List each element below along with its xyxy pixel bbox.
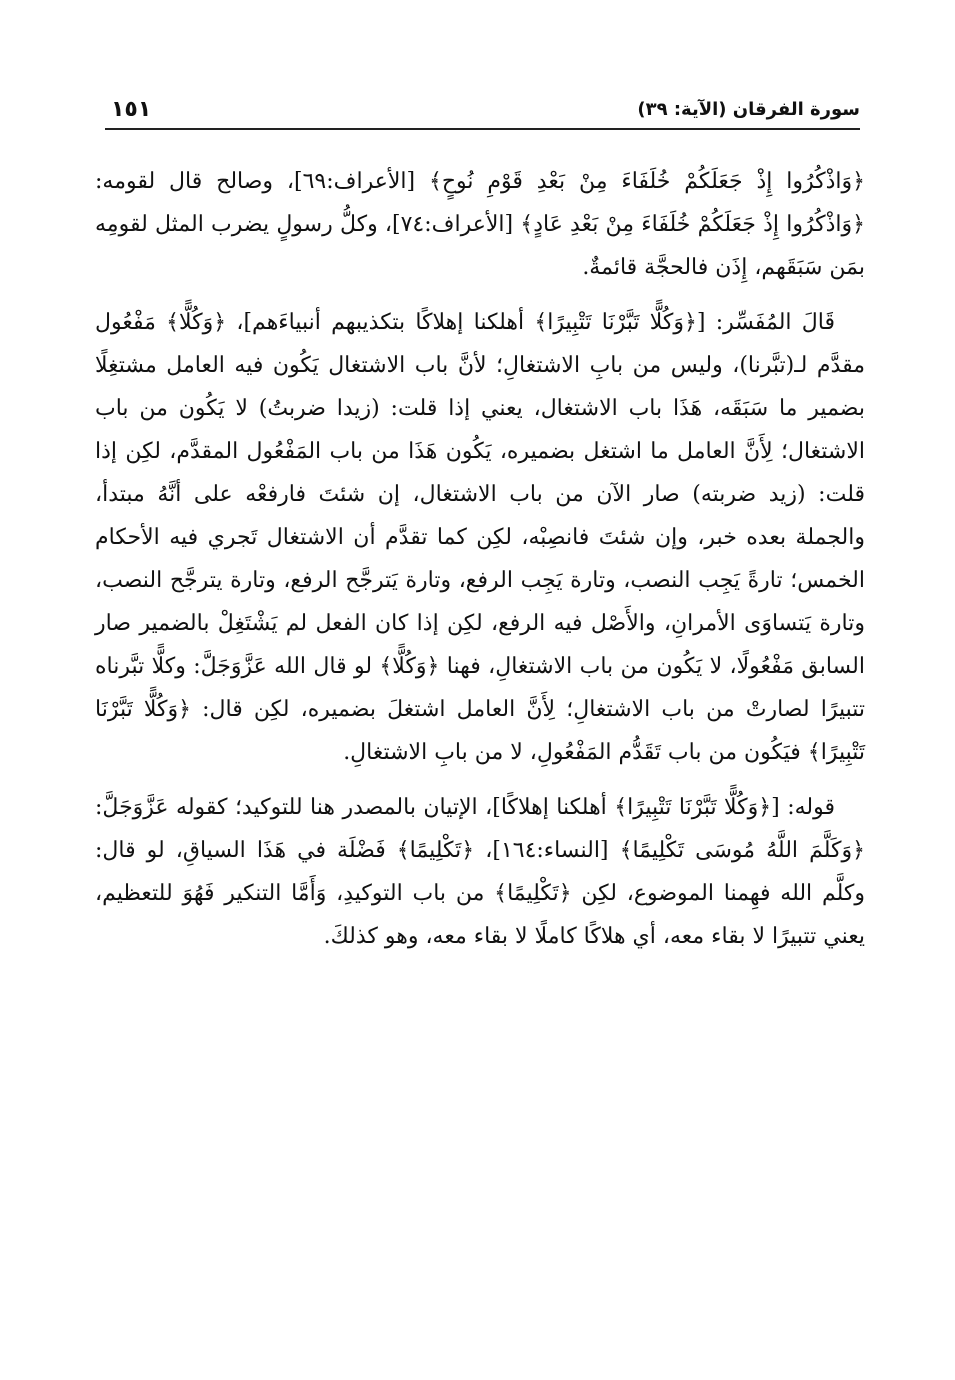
page-number: ١٥١	[111, 97, 152, 122]
paragraph-3: قوله: [﴿وَكُلًّا تَبَّرْنَا تَتْبِيرًا﴾ أهلكنا إهلاكًا]، الإتيان بالمصدر هنا للتوكيد؛ كقوله عَزَّوَجَلَّ: ﴿وَكَلَّمَ اللَّهُ مُوسَى تَكْلِيمًا﴾ [النساء:١٦٤]، ﴿تَكْلِيمًا﴾ فَضْلَة في هَذَا السياقِ، لو قال: وكلَّم الله فهِمنا الموضوع، لكِن ﴿تَكْلِيمًا﴾ من باب التوكيدِ، وَأَمَّا التنكير فَهُوَ للتعظيم، يعني تتبيرًا لا بقاء معه، أي هلاكًا كاملًا لا بقاء معه، وهو كذلكَ.	[95, 795, 865, 949]
running-title: سورة الفرقان (الآية: ٣٩)	[637, 99, 860, 120]
header-divider	[105, 128, 860, 130]
page-body	[95, 160, 865, 970]
page-header	[105, 96, 860, 130]
paragraph-2: قَالَ المُفَسِّر: [﴿وَكُلًّا تَبَّرْنَا تَتْبِيرًا﴾ أهلكنا إهلاكًا بتكذيبهم أنبياءَهم]، ﴿وَكُلًّا﴾ مَفْعُول مقدَّم لـ(تبَّرنا)، وليس من بابِ الاشتغالِ؛ لأنَّ باب الاشتغال يَكُون فيه العامل مشتغِلًا بضمير ما سَبَقَه، هَذَا باب الاشتغال، يعني إذا قلت: (زيدا ضربتُ) لا يَكُون من باب الاشتغال؛ لِأَنَّ العامل ما اشتغل بضميره، يَكُون هَذَا من باب المَفْعُول المقدَّم، لكِن إذا قلت: (زيد ضربته) صار الآن من باب الاشتغال، إن شئتَ فارفعْه على أنَّهُ مبتدأ، والجملة بعده خبر، وإن شئتَ فانصِبْه، لكِن كما تقدَّم أن الاشتغال تَجري فيه الأحكام الخمس؛ تارةً يَجِب النصب، وتارة يَجِب الرفع، وتارة يَترجَّح الرفع، وتارة يترجَّح النصب، وتارة يَتساوَى الأمرانِ، والأَصْل فيه الرفع، لكِن إذا كان الفعل لم يَشْتَغِلْ بالضمير صار السابق مَفْعُولًا، لا يَكُون من باب الاشتغالِ، فهنا ﴿وَكُلًّا﴾ لو قال الله عَزَّوَجَلَّ: وكلًّا تبَّرناه تتبيرًا لصارتْ من باب الاشتغالِ؛ لِأَنَّ العامل اشتغلَ بضميره، لكِن قال: ﴿وَكُلًّا تَبَّرْنَا تَتْبِيرًا﴾ فيَكُون من باب تَقَدُّم المَفْعُولِ، لا من بابِ الاشتغالِ.	[95, 310, 865, 765]
paragraph-1: ﴿وَاذْكُرُوا إِذْ جَعَلَكُمْ خُلَفَاءَ مِنْ بَعْدِ قَوْمِ نُوحٍ﴾ [الأعراف:٦٩]، وصالح قال لقومه: ﴿وَاذْكُرُوا إِذْ جَعَلَكُمْ خُلَفَاءَ مِنْ بَعْدِ عَادٍ﴾ [الأعراف:٧٤]، وكلُّ رسولٍ يضرب المثل لقومِه بمَن سَبَقَهم، إِذَن فالحجَّة قائمةٌ.	[95, 169, 865, 280]
